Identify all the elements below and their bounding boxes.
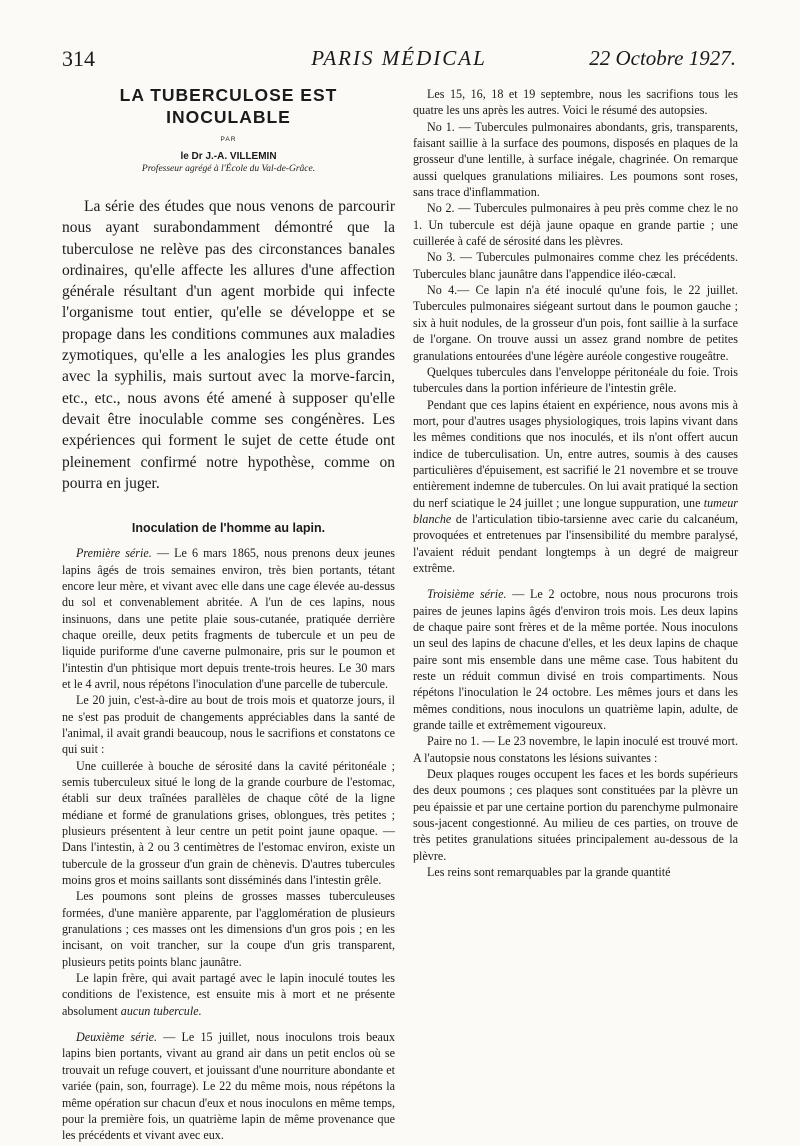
serie2-paragraph-3: Quelques tubercules dans l'enveloppe péritonéale du foie. Trois tubercules dans la portion inférieure de l'intestin grêle. [413, 364, 738, 396]
serie2-paragraph-1-start [62, 1029, 395, 1143]
serie2-text-1: — Le 15 juillet, nous inoculons trois beaux lapins bien portants, vivant au grand air dans un petit enclos où se trouvait un refuge couvert, et jouissant d'une nourriture abondante et variée (pain, son, fourrage). Le 22 du même mois, nous répétons la même opération sur chacun d'eux et nous inoculons en même temps, pour la première fois, un quatrième lapin de même provenance que les précédents et vivant avec eux. [62, 1030, 396, 1143]
serie1-paragraph-5 [62, 970, 395, 1019]
serie1-paragraph-3: Une cuillerée à bouche de sérosité dans la cavité péritonéale ; semis tuberculeux situé le long de la grande courbure de l'estomac, établi sur deux traînées parallèles de chaque côté de la ligne médiane et formé de granulations grises, oblongues, très petites ; plusieurs présentent à leur centre un petit point jaune opaque. — Dans l'intestin, à 2 ou 3 centimètres de l'estomac environ, existe un tubercule de la grosseur d'un grain de chènevis. D'autres tubercules moins gros et moins saillants sont disséminés dans l'intestin grêle. [62, 758, 395, 888]
section-heading: Inoculation de l'homme au lapin. [131, 521, 326, 536]
spacer [62, 1019, 395, 1029]
issue-date: 22 Octobre 1927. [589, 46, 736, 70]
serie3-text-1: — Le 2 octobre, nous nous procurons trois paires de jeunes lapins âgés d'environ trois mois. Les deux lapins de chaque paire sont frères et de la même portée. Nous inoculons un seul des lapins de chacune d'elles, et les deux lapins de chaque paire sont mis ensemble dans une même case. Tous habitent du reste un réduit commun divisé en trois compartiments. Nous répétons l'inoculation le 24 octobre. Les mêmes jours et dans les mêmes conditions, nous inoculons un quatrième lapin, adulte, de grande taille et extrêmement vigoureux. [413, 587, 738, 733]
serie3-paragraph-1 [413, 586, 738, 733]
serie3-paragraph-2: Paire no 1. — Le 23 novembre, le lapin inoculé est trouvé mort. A l'autopsie nous constatons les lésions suivantes : [413, 734, 738, 765]
serie2-case-3: No 3. — Tubercules pulmonaires comme chez les précédents. Tubercules blanc jaunâtre dans l'appendice iléo-cæcal. [413, 250, 738, 281]
title-line-2: INOCULABLE [166, 107, 291, 127]
running-head [62, 46, 736, 76]
journal-title: PARIS MÉDICAL [311, 46, 487, 70]
serie1-text-1: — Le 6 mars 1865, nous prenons deux jeunes lapins âgés de trois semaines environ, très bien portants, tétant encore leur mère, et vivant avec elle dans une cage élevée au-dessus du sol et convenablement abritée. A l'un de ces lapins, nous insinuons, dans une petite plaie sous-cutanée, pratiquée derrière chaque oreille, deux petits fragments de tubercule et un peu de liquide puriforme d'une caverne pulmonaire, pris sur le poumon et l'intestin d'un phtisique mort depuis trente-trois heures. Le 30 mars et le 4 avril, nous répétons l'inoculation d'une parcelle de tubercule. [62, 546, 396, 691]
serie3-paragraph-3: Deux plaques rouges occupent les faces et les bords supérieurs des deux poumons ; ces plaques sont constituées par la plèvre un peu épaissie et par une certaine portion du parenchyme pulmonaire sous-jacent congestionné. Au milieu de ces parties, on trouve de très petites granulations situées principalement au-dessous de la plèvre. [413, 767, 738, 863]
author-name: le Dr J.-A. VILLEMIN [180, 151, 277, 162]
page-number: 314 [62, 46, 95, 71]
serie1-text-5: Le lapin frère, qui avait partagé avec le lapin inoculé toutes les conditions de l'existence, est ensuite mis à mort et ne présente absolument [62, 971, 395, 1018]
serie2-case-2: No 2. — Tubercules pulmonaires à peu près comme chez le no 1. Un tubercule est déjà jaune opaque en grande partie ; une cuillerée à café de sérosité dans les plèvres. [413, 201, 738, 249]
serie2-text-4b: de l'articulation tibio-tarsienne avec carie du calcanéum, provoquées et entretenues par l'insensibilité du membre paralysé, l'avaient réduit pendant longtemps à un degré de maigreur extrême. [413, 511, 738, 575]
article-title [62, 84, 395, 128]
serie1-emphasis: aucun tubercule. [120, 1003, 202, 1018]
serie2-label: Deuxième série. [76, 1030, 158, 1045]
serie1-paragraph-2: Le 20 juin, c'est-à-dire au bout de trois mois et quatorze jours, il ne s'est pas produit de changements appréciables dans la santé de l'animal, il avait grandi beaucoup, nous le sacrifions et constatons ce qui suit : [62, 693, 395, 757]
serie2-case-1: No 1. — Tubercules pulmonaires abondants, gris, transparents, faisant saillie à la surface des poumons, disposés en plaques de la grosseur d'une lentille, à surface inégale, chagrinée. On remarque aussi quelques granulations miliaires. Les poumons sont roses, sans trace d'inflammation. [413, 119, 738, 200]
serie1-paragraph-1 [62, 545, 395, 692]
serie2-case-4: No 4.— Ce lapin n'a été inoculé qu'une fois, le 22 juillet. Tubercules pulmonaires siégeant surtout dans le poumon gauche ; six à huit nodules, de la grosseur d'un pois, font saillie à la surface de l'organe. On trouve aussi un assez grand nombre de petites granulations entourées d'une légère auréole congestive rougeâtre. [413, 283, 738, 363]
right-column [413, 86, 738, 881]
intro-paragraph: La série des études que nous venons de parcourir nous ayant surabondamment démontré que la tuberculose ne relève pas des circonstances banales ordinaires, qu'elle affecte les allures d'une affection générale résultant d'un agent morbide qui infecte l'organisme tout entier, qu'elle se développe et se propage dans les conditions communes aux maladies zymotiques, qu'elle a les analogies les plus grandes avec la syphilis, mais surtout avec la morve-farcin, etc., etc., nous avons été amené à supposer qu'elle devait être inoculable comme ses congénères. Les expériences qui forment le sujet de cette étude ont pleinement confirmé notre hypothèse, comme on pourra en juger. [62, 198, 395, 492]
serie1-paragraph-4: Les poumons sont pleins de grosses masses tuberculeuses formées, d'une manière apparente, par l'agglomération de plusieurs granulations ; ces masses ont les dimensions d'un gros pois ; en les incisant, on voit trancher, sur la coupe d'un gris transparent, plusieurs petits points blanc jaunâtre. [62, 889, 395, 969]
serie2-text-4a: Pendant que ces lapins étaient en expérience, nous avons mis à mort, pour d'autres usages physiologiques, trois lapins vivant dans les mêmes conditions que nos inoculés, et ils n'ont offert aucun indice de tuberculisation. Un, entre autres, soumis à des causes particulières d'épuisement, est sacrifié le 21 novembre et se trouve entièrement indemne de tubercules. On lui avait pratiqué la section du nerf sciatique le 24 juillet ; une longue suppuration, une [413, 397, 738, 510]
byline-par: PAR [220, 136, 237, 143]
serie3-paragraph-4: Les reins sont remarquables par la grande quantité [427, 865, 671, 880]
spacer [413, 576, 738, 586]
title-line-1: LA TUBERCULOSE EST [119, 85, 338, 105]
serie2-emphasis: tumeur blanche [413, 495, 738, 526]
serie1-label: Première série. [76, 546, 152, 561]
serie2-paragraph-2: Les 15, 16, 18 et 19 septembre, nous les sacrifions tous les quatre les uns après les autres. Voici le résumé des autopsies. [413, 87, 738, 118]
serie2-paragraph-4 [413, 397, 738, 577]
author-affiliation: Professeur agrégé à l'École du Val-de-Grâce. [141, 164, 316, 174]
left-column [62, 84, 395, 1144]
serie3-label: Troisième série. [427, 587, 507, 602]
